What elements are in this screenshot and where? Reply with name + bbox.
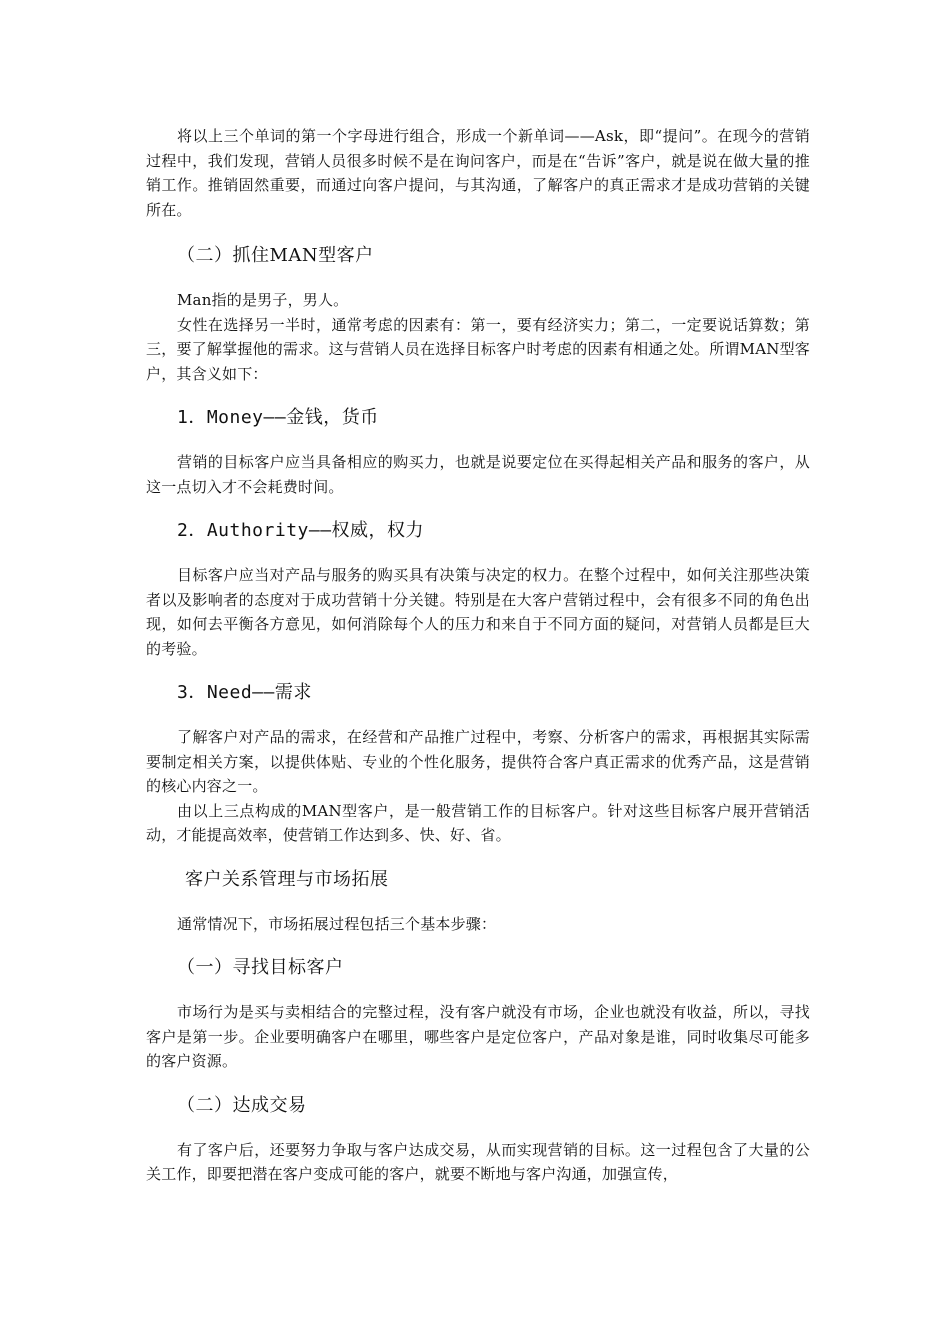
- paragraph-man-meaning: Man指的是男子，男人。: [177, 291, 349, 309]
- heading-need: [146, 681, 810, 705]
- heading-close-deal: （二）达成交易: [177, 1094, 307, 1116]
- paragraph-find-customers: 市场行为是买与卖相结合的完整过程，没有客户就没有市场，企业也就没有收益，所以，寻找客户是第一步。企业要明确客户在哪里，哪些客户是定位客户，产品对象是谁，同时收集尽可能多的客户资源。: [146, 1003, 810, 1070]
- heading-money-num: 1．Money——: [177, 407, 287, 428]
- heading-man-customer: （二）抓住MAN型客户: [177, 245, 374, 266]
- paragraph-man-summary: 由以上三点构成的MAN型客户，是一般营销工作的目标客户。针对这些目标客户展开营销活动，才能提高效率，使营销工作达到多、快、好、省。: [146, 801, 810, 844]
- paragraph-need: 了解客户对产品的需求，在经营和产品推广过程中，考察、分析客户的需求，再根据其实际需要制定相关方案，以提供体贴、专业的个性化服务，提供符合客户真正需求的优秀产品，这是营销的核心内容之一。: [146, 728, 810, 795]
- heading-need-num: 3．Need——: [177, 682, 275, 703]
- paragraph-crm-steps: 通常情况下，市场拓展过程包括三个基本步骤：: [177, 914, 497, 933]
- paragraph-close-deal: 有了客户后，还要努力争取与客户达成交易，从而实现营销的目标。这一过程包含了大量的公关工作，即要把潜在客户变成可能的客户，就要不断地与客户沟通，加强宣传，: [146, 1140, 810, 1183]
- paragraph-ask: 将以上三个单词的第一个字母进行组合，形成一个新单词——Ask，即“提问”。在现今的营销过程中，我们发现，营销人员很多时候不是在询问客户，而是在“告诉”客户，就是说在做大量的推销工作。推销固然重要，而通过向客户提问，与其沟通，了解客户的真正需求才是成功营销的关键所在。: [146, 127, 810, 219]
- heading-authority-cn: 权威，权力: [331, 520, 425, 541]
- paragraph-money: 营销的目标客户应当具备相应的购买力，也就是说要定位在买得起相关产品和服务的客户，从这一点切入才不会耗费时间。: [146, 453, 810, 496]
- heading-need-cn: 需求: [274, 682, 312, 703]
- paragraph-man-factors: 女性在选择另一半时，通常考虑的因素有：第一，要有经济实力；第二，一定要说话算数；第三，要了解掌握他的需求。这与营销人员在选择目标客户时考虑的因素有相通之处。所谓MAN型客户，其含义如下：: [146, 315, 810, 383]
- document-body: [146, 124, 810, 1187]
- heading-authority-num: 2．Authority——: [177, 520, 332, 541]
- heading-money: [146, 406, 810, 430]
- heading-money-cn: 金钱，货币: [286, 407, 379, 428]
- heading-find-customers: （一）寻找目标客户: [177, 957, 344, 978]
- heading-crm: 客户关系管理与市场拓展: [185, 868, 389, 890]
- heading-authority: [146, 519, 810, 543]
- paragraph-authority: 目标客户应当对产品与服务的购买具有决策与决定的权力。在整个过程中，如何关注那些决策者以及影响者的态度对于成功营销十分关键。特别是在大客户营销过程中，会有很多不同的角色出现，如何去平衡各方意见，如何消除每个人的压力和来自于不同方面的疑问，对营销人员都是巨大的考验。: [146, 566, 810, 658]
